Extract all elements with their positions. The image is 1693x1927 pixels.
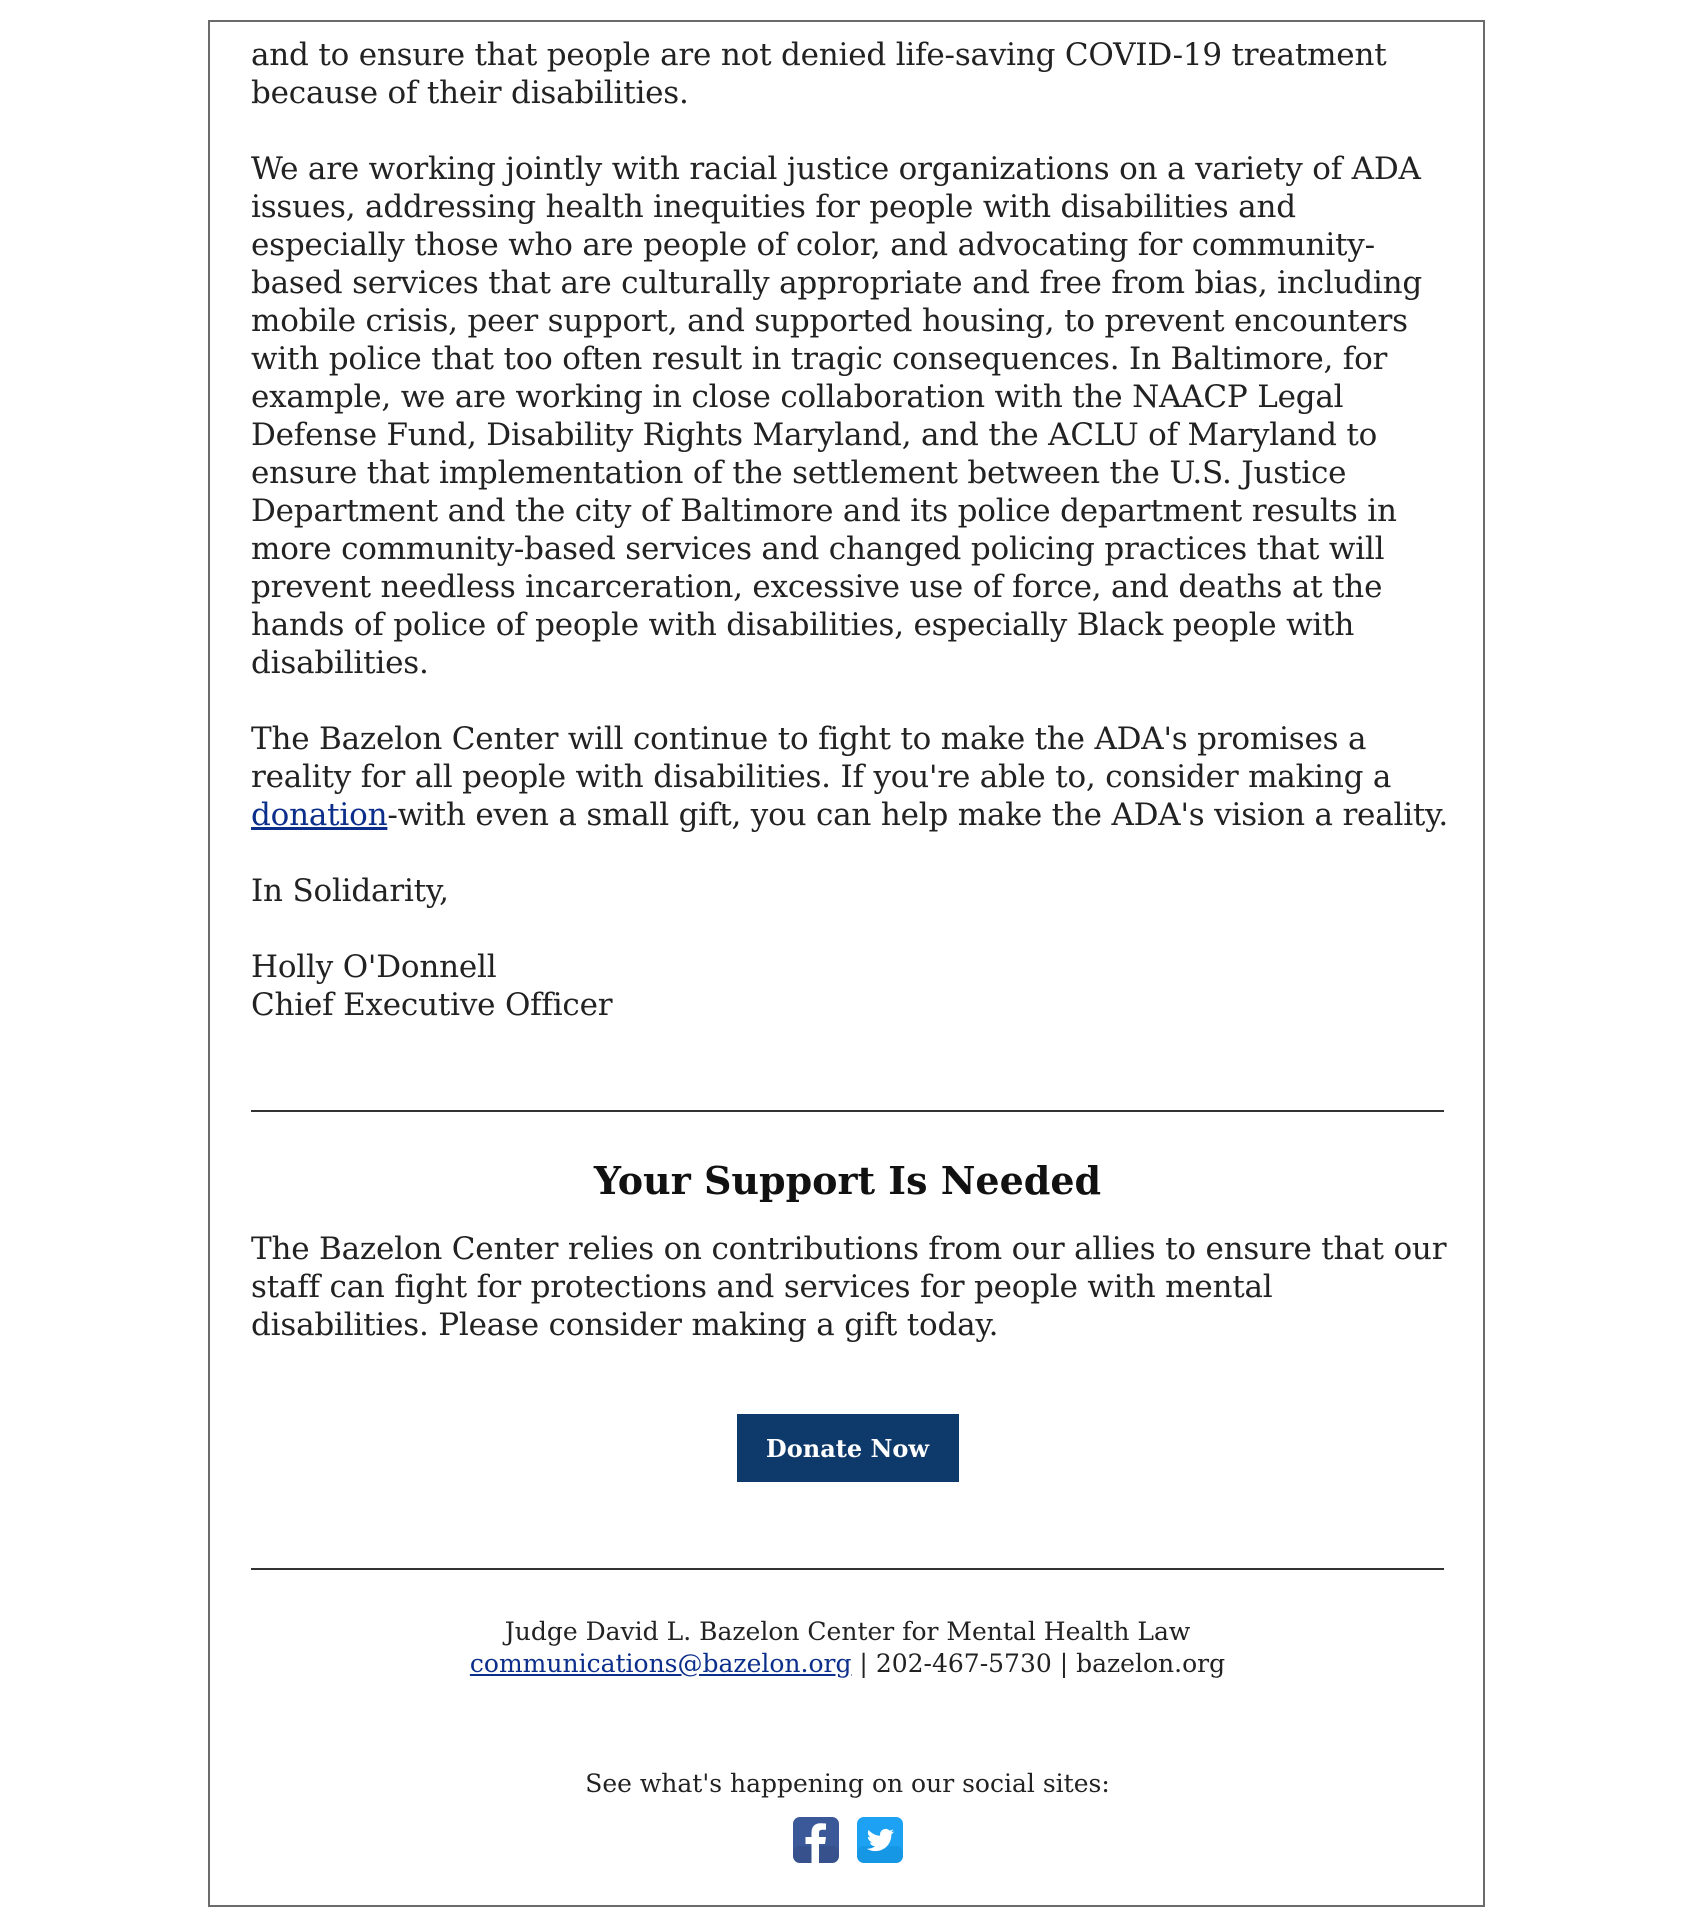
email-content: [251, 36, 1451, 1864]
support-text: The Bazelon Center relies on contributions from our allies to ensure that our staff can fight for protections and services for people with mental disabilities. Please consider making a gift today.: [251, 1231, 1447, 1343]
body-paragraph-3-end: -with even a small gift, you can help make the ADA's vision a reality.: [387, 797, 1449, 833]
donate-now-button[interactable]: Donate Now: [737, 1414, 959, 1482]
footer-org-name: Judge David L. Bazelon Center for Mental Health Law: [504, 1617, 1191, 1646]
footer-website: bazelon.org: [1076, 1649, 1226, 1678]
facebook-icon: [792, 1816, 840, 1864]
body-paragraph-2: We are working jointly with racial justice organizations on a variety of ADA issues, addressing health inequities for people with disabilities and especially those who are people of color, and advocating for community-based services that are culturally appropriate and free from bias, including mobile crisis, peer support, and supported housing, to prevent encounters with police that too often result in tragic consequences. In Baltimore, for example, we are working in close collaboration with the NAACP Legal Defense Fund, Disability Rights Maryland, and the ACLU of Maryland to ensure that implementation of the settlement between the U.S. Justice Department and the city of Baltimore and its police department results in more community-based services and changed policing practices that will prevent needless incarceration, excessive use of force, and deaths at the hands of police of people with disabilities, especially Black people with disabilities.: [251, 151, 1423, 681]
facebook-link[interactable]: [792, 1816, 840, 1864]
twitter-link[interactable]: [856, 1816, 904, 1864]
social-prompt: See what's happening on our social sites:: [585, 1769, 1110, 1798]
body-paragraph-3: [251, 720, 1451, 834]
twitter-icon: [856, 1816, 904, 1864]
donation-link[interactable]: donation: [251, 797, 388, 833]
footer: [251, 1616, 1444, 1800]
footer-separator-2: |: [1051, 1649, 1077, 1678]
signer-title: Chief Executive Officer: [251, 987, 613, 1023]
body-paragraph-3-start: The Bazelon Center will continue to fight to make the ADA's promises a reality for all people with disabilities. If you're able to, consider making a: [251, 721, 1392, 795]
body-paragraph-1: and to ensure that people are not denied life-saving COVID-19 treatment because of their disabilities.: [251, 37, 1387, 111]
footer-phone: 202-467-5730: [875, 1649, 1052, 1678]
footer-contact-line: [251, 1648, 1444, 1680]
signer-name: Holly O'Donnell: [251, 949, 497, 985]
closing-salutation: In Solidarity,: [251, 873, 449, 909]
footer-separator-1: |: [851, 1649, 876, 1678]
social-links: [251, 1816, 1444, 1864]
footer-email-link[interactable]: communications@bazelon.org: [469, 1649, 852, 1678]
donate-button-wrapper: [251, 1414, 1444, 1482]
support-heading: Your Support Is Needed: [593, 1158, 1102, 1203]
